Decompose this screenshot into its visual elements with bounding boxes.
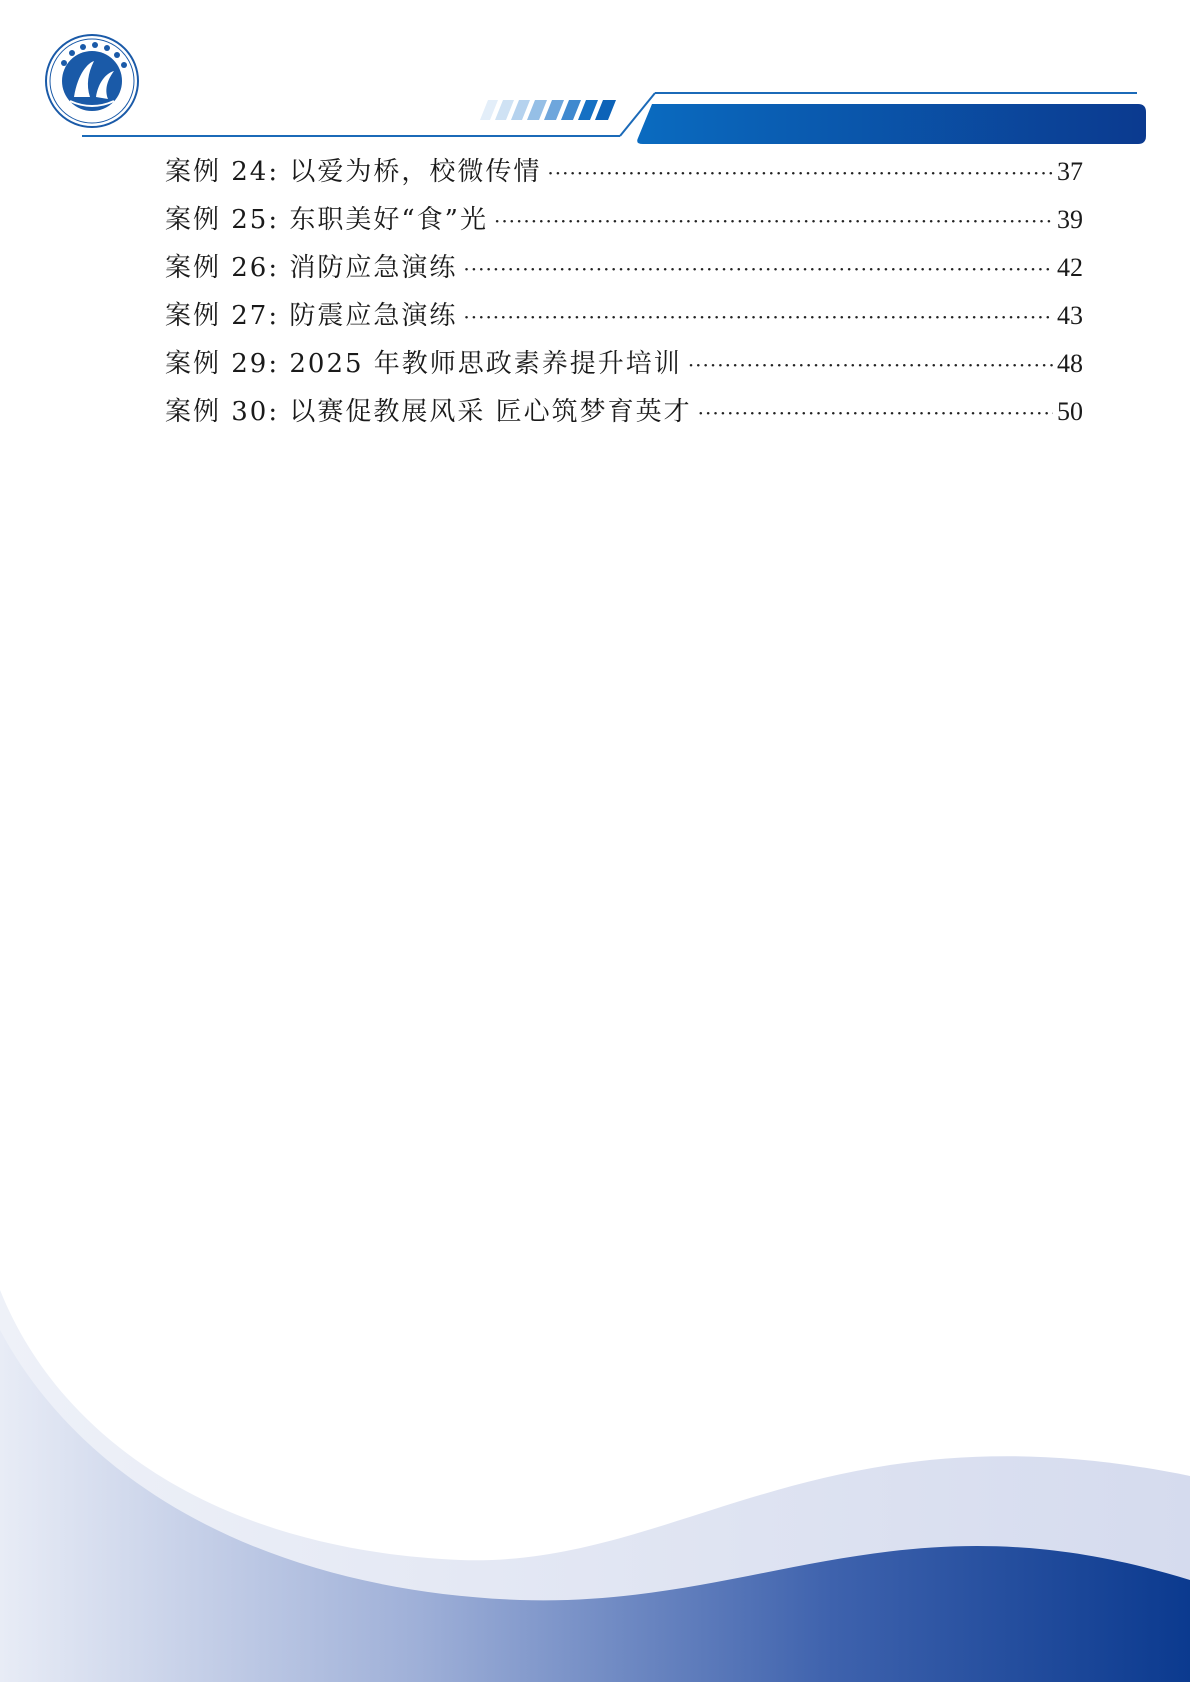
toc-leader-dots bbox=[494, 197, 1053, 245]
toc-entry-title: 案例 26: 消防应急演练 bbox=[165, 253, 458, 283]
toc-entry-title: 案例 25: 东职美好“食”光 bbox=[165, 205, 488, 235]
header-decoration bbox=[0, 0, 1190, 150]
toc-entry-page: 42 bbox=[1057, 253, 1083, 282]
toc-entry[interactable] bbox=[165, 388, 1083, 436]
toc-leader-dots bbox=[698, 389, 1053, 437]
toc-entry[interactable] bbox=[165, 196, 1083, 244]
toc-entry-title: 案例 27: 防震应急演练 bbox=[165, 301, 458, 331]
school-seal-logo-icon bbox=[44, 33, 140, 129]
toc-entry-title: 案例 30: 以赛促教展风采 匠心筑梦育英才 bbox=[165, 397, 692, 427]
header-blue-bar bbox=[637, 104, 1146, 144]
toc-entry-title: 案例 24: 以爱为桥，校微传情 bbox=[165, 157, 542, 187]
table-of-contents bbox=[165, 148, 1083, 436]
toc-entry-page: 48 bbox=[1057, 349, 1083, 378]
header-stripes bbox=[480, 100, 616, 120]
toc-leader-dots bbox=[688, 341, 1053, 389]
toc-entry-title: 案例 29: 2025 年教师思政素养提升培训 bbox=[165, 349, 682, 379]
toc-entry-page: 39 bbox=[1057, 205, 1083, 234]
toc-entry[interactable] bbox=[165, 292, 1083, 340]
toc-leader-dots bbox=[463, 245, 1053, 293]
toc-leader-dots bbox=[463, 293, 1053, 341]
toc-entry[interactable] bbox=[165, 244, 1083, 292]
footer-wave-decoration bbox=[0, 1290, 1190, 1682]
toc-entry-page: 37 bbox=[1057, 157, 1083, 186]
toc-entry[interactable] bbox=[165, 340, 1083, 388]
toc-entry-page: 43 bbox=[1057, 301, 1083, 330]
toc-entry[interactable] bbox=[165, 148, 1083, 196]
toc-leader-dots bbox=[547, 149, 1053, 197]
toc-entry-page: 50 bbox=[1057, 397, 1083, 426]
